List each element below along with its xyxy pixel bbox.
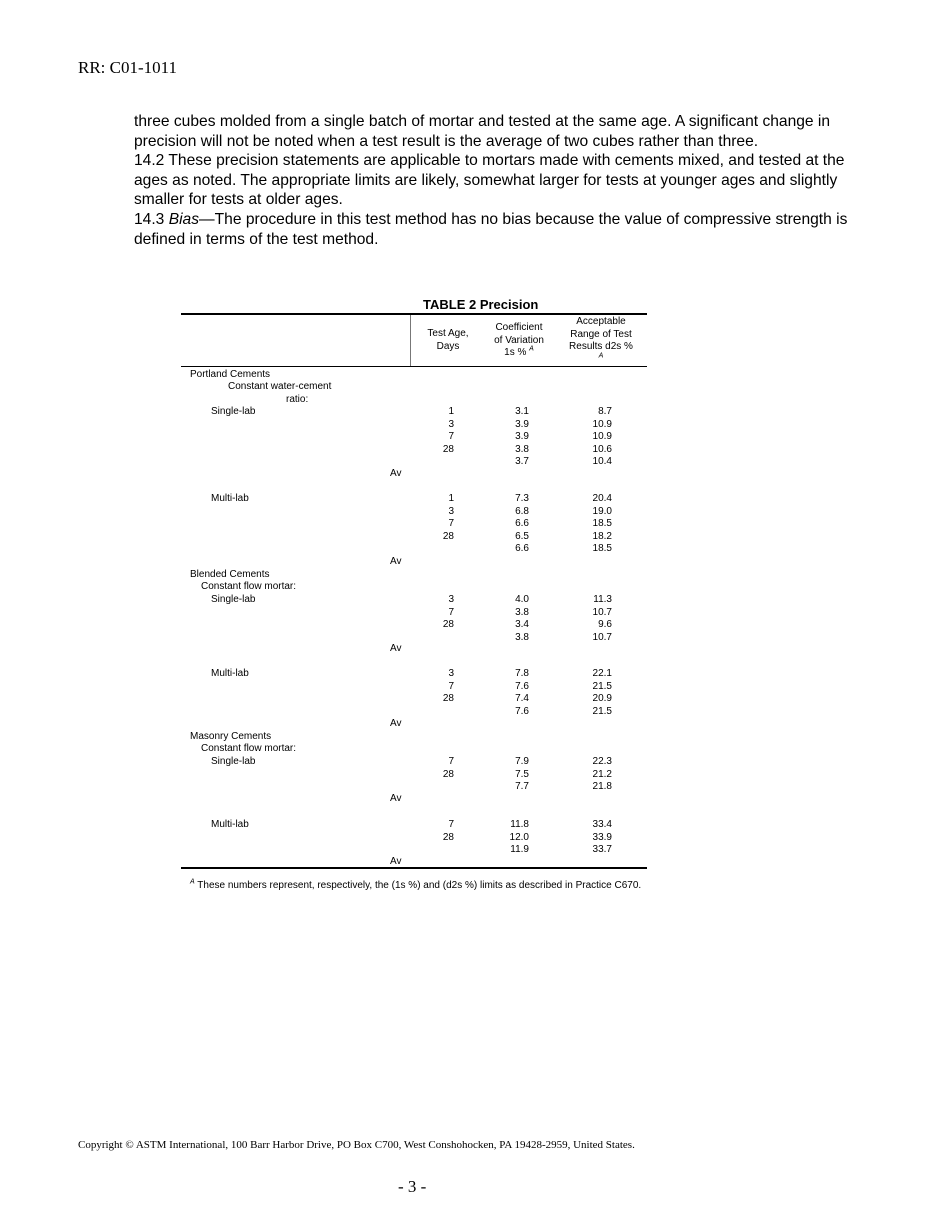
cov-cell: 7.3 bbox=[515, 493, 529, 504]
range-cell: 21.5 bbox=[592, 705, 612, 717]
label-av: Av bbox=[390, 643, 402, 654]
label-av: Av bbox=[390, 556, 402, 567]
cov-cell: 3.8 bbox=[515, 606, 529, 618]
body-text bbox=[134, 112, 874, 249]
table-header-rule bbox=[181, 366, 647, 367]
range-cell: 10.9 bbox=[592, 431, 612, 442]
label-multi-lab: Multi-lab bbox=[211, 668, 249, 679]
age-cell: 7 bbox=[448, 606, 454, 618]
age-cell: 7 bbox=[448, 756, 454, 767]
label-blended: Blended Cements bbox=[190, 569, 270, 580]
table-footnote: $^A$ These numbers represent, respectively, the (1s %) and (d2s %) limits as described in Practice C670. bbox=[190, 878, 642, 891]
range-cell: 10.7 bbox=[592, 631, 612, 643]
range-cell: 8.7 bbox=[598, 406, 612, 417]
cov-cell: 6.6 bbox=[515, 518, 529, 529]
cov-cell: 3.4 bbox=[515, 619, 529, 630]
cov-cell: 12.0 bbox=[509, 831, 529, 843]
paragraph-14-2: 14.2 These precision statements are applicable to mortars made with cements mixed, and tested at the ages as noted. The appropriate limits are likely, somewhat larger for tests at younger ages and slightly smaller for tests at older ages. bbox=[134, 152, 845, 209]
age-cell: 3 bbox=[448, 505, 454, 517]
label-single-lab: Single-lab bbox=[211, 756, 256, 767]
cov-cell: 4.0 bbox=[515, 594, 529, 605]
label-constant-wc-ratio: ratio: bbox=[286, 394, 309, 405]
range-cell: 10.7 bbox=[592, 606, 612, 618]
cov-cell: 3.1 bbox=[515, 406, 529, 417]
cov-cell: 3.7 bbox=[515, 456, 529, 467]
label-single-lab: Single-lab bbox=[211, 406, 256, 417]
range-cell: 33.9 bbox=[592, 831, 612, 843]
cov-cell: 7.9 bbox=[515, 756, 529, 767]
age-cell: 28 bbox=[442, 831, 454, 843]
bias-term: Bias bbox=[168, 210, 200, 228]
cov-cell: 6.8 bbox=[515, 505, 529, 517]
table-bottom-rule bbox=[181, 867, 647, 869]
range-cell: 21.5 bbox=[592, 680, 612, 692]
label-constant-flow: Constant flow mortar: bbox=[201, 743, 297, 754]
age-cell: 7 bbox=[448, 431, 454, 442]
p3-prefix: 14.3 bbox=[134, 210, 169, 228]
cov-cell: 7.5 bbox=[515, 768, 529, 780]
range-cell: 11.3 bbox=[593, 594, 612, 605]
age-cell: 28 bbox=[442, 530, 454, 542]
cov-cell: 3.8 bbox=[515, 443, 529, 455]
range-cell: 33.7 bbox=[592, 844, 612, 855]
age-cell: 7 bbox=[448, 680, 454, 692]
paragraph-14-3 bbox=[134, 210, 874, 249]
label-constant-flow: Constant flow mortar: bbox=[201, 581, 297, 592]
age-cell: 7 bbox=[448, 819, 454, 830]
header-range: Acceptable Range of Test Results d2s % $^A$ bbox=[569, 316, 633, 360]
page-number: - 3 - bbox=[398, 1177, 427, 1196]
label-masonry: Masonry Cements bbox=[190, 731, 272, 742]
age-cell: 1 bbox=[448, 493, 454, 504]
header-coefficient: Coefficient of Variation 1s % $^A$ bbox=[494, 322, 544, 358]
document-id: RR: C01-1011 bbox=[78, 58, 178, 77]
age-cell: 28 bbox=[442, 768, 454, 780]
age-cell: 28 bbox=[442, 693, 454, 704]
label-multi-lab: Multi-lab bbox=[211, 819, 249, 830]
cov-cell: 7.6 bbox=[515, 705, 529, 717]
range-cell: 22.1 bbox=[592, 668, 612, 679]
cov-cell: 6.6 bbox=[515, 543, 529, 554]
range-cell: 21.8 bbox=[592, 781, 612, 792]
range-cell: 18.5 bbox=[592, 518, 612, 529]
cov-cell: 7.7 bbox=[515, 781, 529, 792]
label-av: Av bbox=[390, 856, 402, 867]
range-cell: 33.4 bbox=[592, 819, 612, 830]
age-cell: 28 bbox=[442, 619, 454, 630]
range-cell: 20.4 bbox=[592, 493, 612, 504]
paragraph-continuation: three cubes molded from a single batch of mortar and tested at the same age. A significant change in precision will not be noted when a test result is the average of two cubes rather than three. bbox=[134, 113, 831, 150]
table-title: TABLE 2 Precision bbox=[423, 297, 539, 312]
range-cell: 10.9 bbox=[592, 418, 612, 430]
cov-cell: 6.5 bbox=[515, 530, 529, 542]
header-separator bbox=[410, 315, 411, 366]
age-cell: 3 bbox=[448, 668, 454, 679]
p3-rest: —The procedure in this test method has no bias because the value of compressive strength is defined in terms of the test method. bbox=[134, 210, 848, 248]
age-cell: 3 bbox=[448, 594, 454, 605]
cov-cell: 7.4 bbox=[515, 693, 529, 704]
cov-cell: 3.9 bbox=[515, 431, 529, 442]
label-multi-lab: Multi-lab bbox=[211, 493, 249, 504]
age-cell: 3 bbox=[448, 418, 454, 430]
table-top-rule bbox=[181, 313, 647, 315]
range-cell: 18.2 bbox=[592, 530, 612, 542]
cov-cell: 11.9 bbox=[510, 844, 529, 855]
range-cell: 19.0 bbox=[592, 505, 612, 517]
label-av: Av bbox=[390, 718, 402, 729]
cov-cell: 11.8 bbox=[510, 819, 529, 830]
cov-cell: 7.6 bbox=[515, 680, 529, 692]
age-cell: 1 bbox=[448, 406, 454, 417]
age-cell: 7 bbox=[448, 518, 454, 529]
label-av: Av bbox=[390, 468, 402, 479]
cov-cell: 3.9 bbox=[515, 418, 529, 430]
label-single-lab: Single-lab bbox=[211, 594, 256, 605]
label-portland: Portland Cements bbox=[190, 369, 271, 380]
label-av: Av bbox=[390, 793, 402, 804]
header-test-age: Test Age, Days bbox=[427, 328, 469, 352]
age-cell: 28 bbox=[442, 443, 454, 455]
range-cell: 20.9 bbox=[592, 693, 612, 704]
range-cell: 10.4 bbox=[592, 456, 612, 467]
range-cell: 22.3 bbox=[592, 756, 612, 767]
cov-cell: 7.8 bbox=[515, 668, 529, 679]
label-constant-wc: Constant water-cement bbox=[228, 381, 332, 392]
cov-cell: 3.8 bbox=[515, 631, 529, 643]
range-cell: 18.5 bbox=[592, 543, 612, 554]
range-cell: 21.2 bbox=[592, 768, 612, 780]
range-cell: 9.6 bbox=[598, 619, 612, 630]
range-cell: 10.6 bbox=[592, 443, 612, 455]
copyright-notice: Copyright © ASTM International, 100 Barr Harbor Drive, PO Box C700, West Conshohocken, PA 19428-2959, United States. bbox=[78, 1139, 635, 1151]
